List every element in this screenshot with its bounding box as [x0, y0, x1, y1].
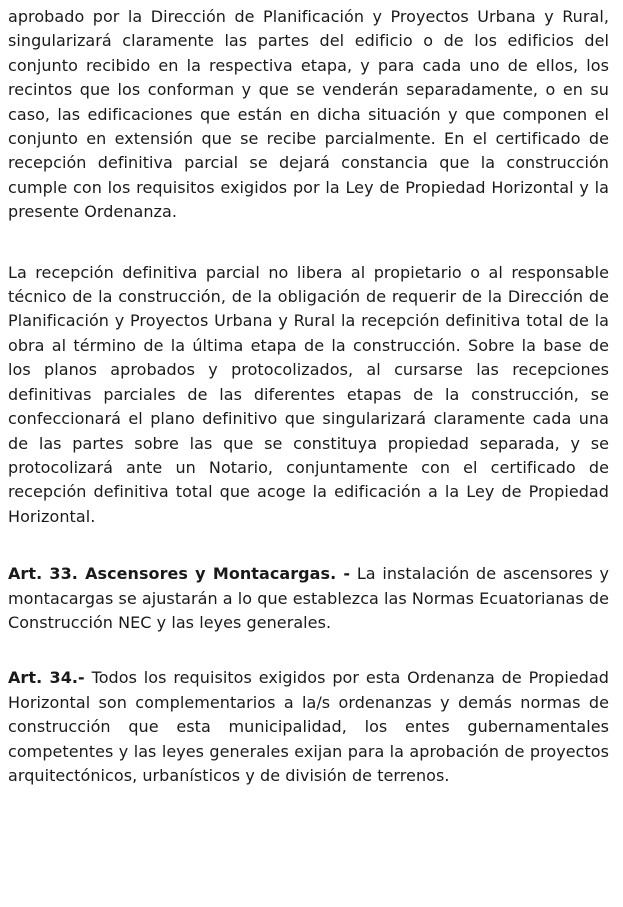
paragraph-recepcion-definitiva: La recepción definitiva parcial no libera al propietario o al responsable técnico de la construcción, de la obligación de requerir de la Dirección de Planificación y Proyectos Urbana y Rural la recepción definitiva total de la obra al término de la última etapa de la construcción. Sobre la base de los planos aprobados y protocolizados, al cursarse las recepciones definitivas parciales de las diferentes etapas de la construcción, se confeccionará el plano definitivo que singularizará claramente cada una de las partes sobre las que se constituya propiedad separada, y se protocolizará ante un Notario, conjuntamente con el certificado de recepción definitiva total que acoge la edificación a la Ley de Propiedad Horizontal. [8, 262, 609, 526]
article-34-body: Todos los requisitos exigidos por esta Ordenanza de Propiedad Horizontal son complementarios a la/s ordenanzas y demás normas de construcción que esta municipalidad, los entes gubernamentales competentes y las leyes generales exijan para la aprobación de proyectos arquitectónicos, urbanísticos y de división de terrenos. [8, 668, 610, 785]
article-34 [8, 666, 609, 788]
paragraph-recepcion-parcial: aprobado por la Dirección de Planificación y Proyectos Urbana y Rural, singularizará claramente las partes del edificio o de los edificios del conjunto recibido en la respectiva etapa, y para cada uno de ellos, los recintos que los conforman y que se venderán separadamente, o en su caso, las edificaciones que están en dicha situación y que componen el conjunto en extensión que se recibe parcialmente. En el certificado de recepción definitiva parcial se dejará constancia que la construcción cumple con los requisitos exigidos por la Ley de Propiedad Horizontal y la presente Ordenanza. [8, 7, 609, 222]
article-33 [8, 562, 609, 635]
article-33-body: La instalación de ascensores y montacargas se ajustarán a lo que establezca las Normas Ecuatorianas de Construcción NEC y las leyes generales. [8, 564, 609, 632]
article-34-heading: Art. 34.- [8, 668, 85, 688]
document-page [8, 5, 609, 788]
article-33-heading: Art. 33. Ascensores y Montacargas. - [8, 564, 351, 584]
